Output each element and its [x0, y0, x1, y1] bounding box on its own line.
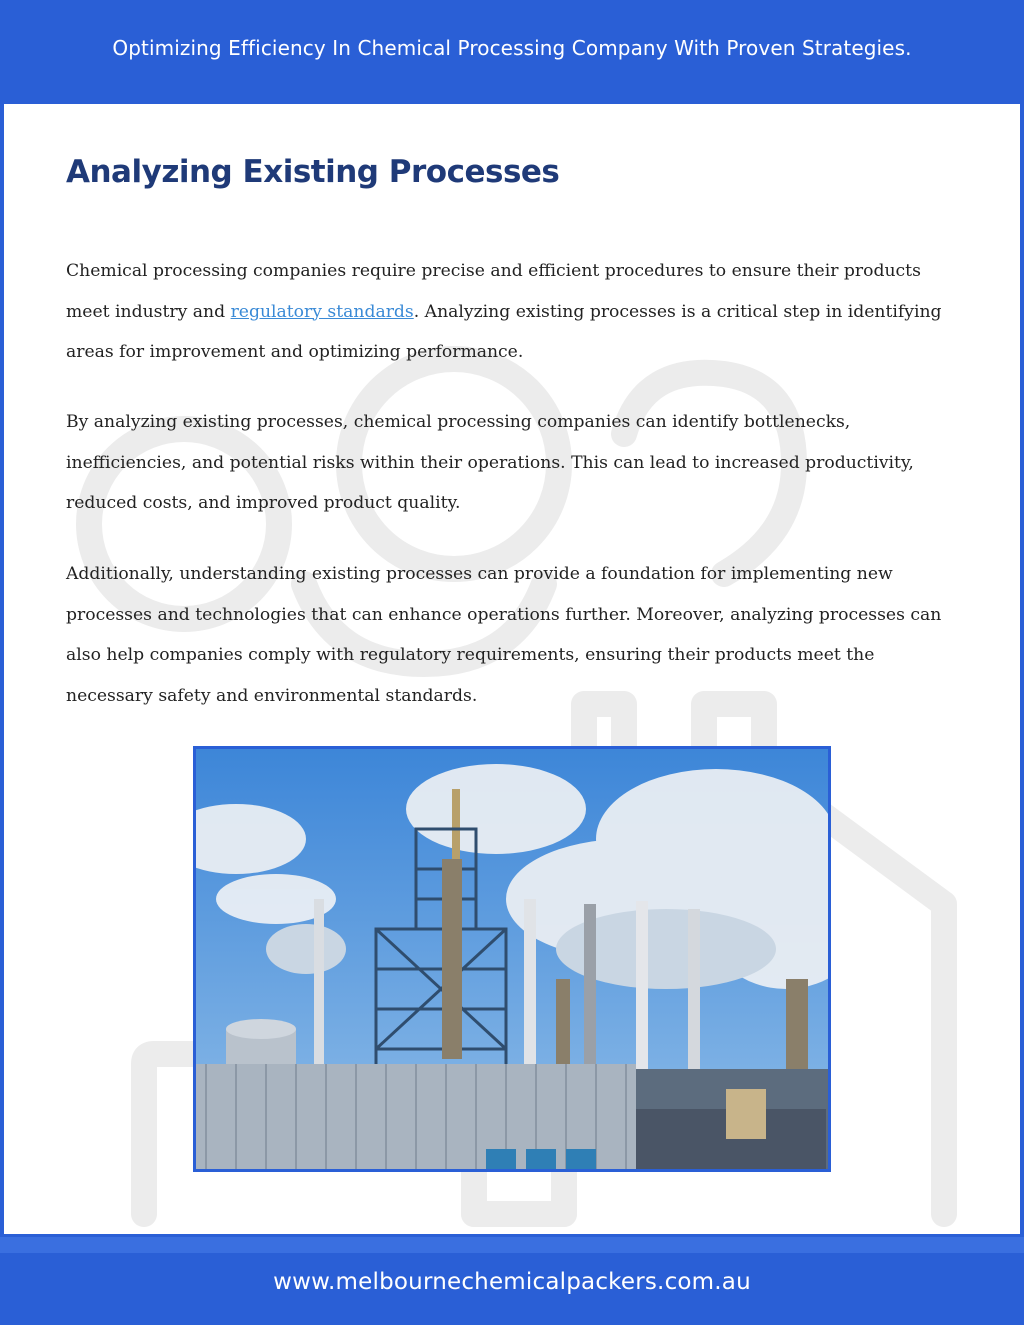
paragraph-1	[66, 251, 956, 373]
paragraph-1-text-b: . Analyzing existing processes is a critical step in identifying areas for improvement and optimizing performance.	[66, 301, 942, 362]
footer-website-url[interactable]: www.melbournechemicalpackers.com.au	[273, 1269, 751, 1295]
paragraph-1-text-a: Chemical processing companies require precise and efficient procedures to ensure their products meet industry and	[66, 261, 921, 322]
section-heading: Analyzing Existing Processes	[66, 154, 560, 190]
refinery-photo	[193, 746, 831, 1172]
page-header	[0, 0, 1024, 100]
regulatory-standards-link[interactable]: regulatory standards	[230, 301, 414, 322]
document-page	[4, 104, 1020, 1234]
paragraph-3: Additionally, understanding existing processes can provide a foundation for implementing new processes and technologies that can enhance operations further. Moreover, analyzing processes can also help companies comply with regulatory requirements, ensuring their products meet the necessary safety and environmental standards.	[66, 564, 942, 706]
refinery-illustration	[196, 749, 828, 1169]
page-footer	[0, 1253, 1024, 1325]
paragraph-2: By analyzing existing processes, chemical processing companies can identify bottlenecks, inefficiencies, and potential risks within their operations. This can lead to increased productivity, reduced costs, and improved product quality.	[66, 412, 914, 513]
footer-band	[0, 1237, 1024, 1253]
header-title: Optimizing Efficiency In Chemical Processing Company With Proven Strategies.	[112, 36, 912, 60]
